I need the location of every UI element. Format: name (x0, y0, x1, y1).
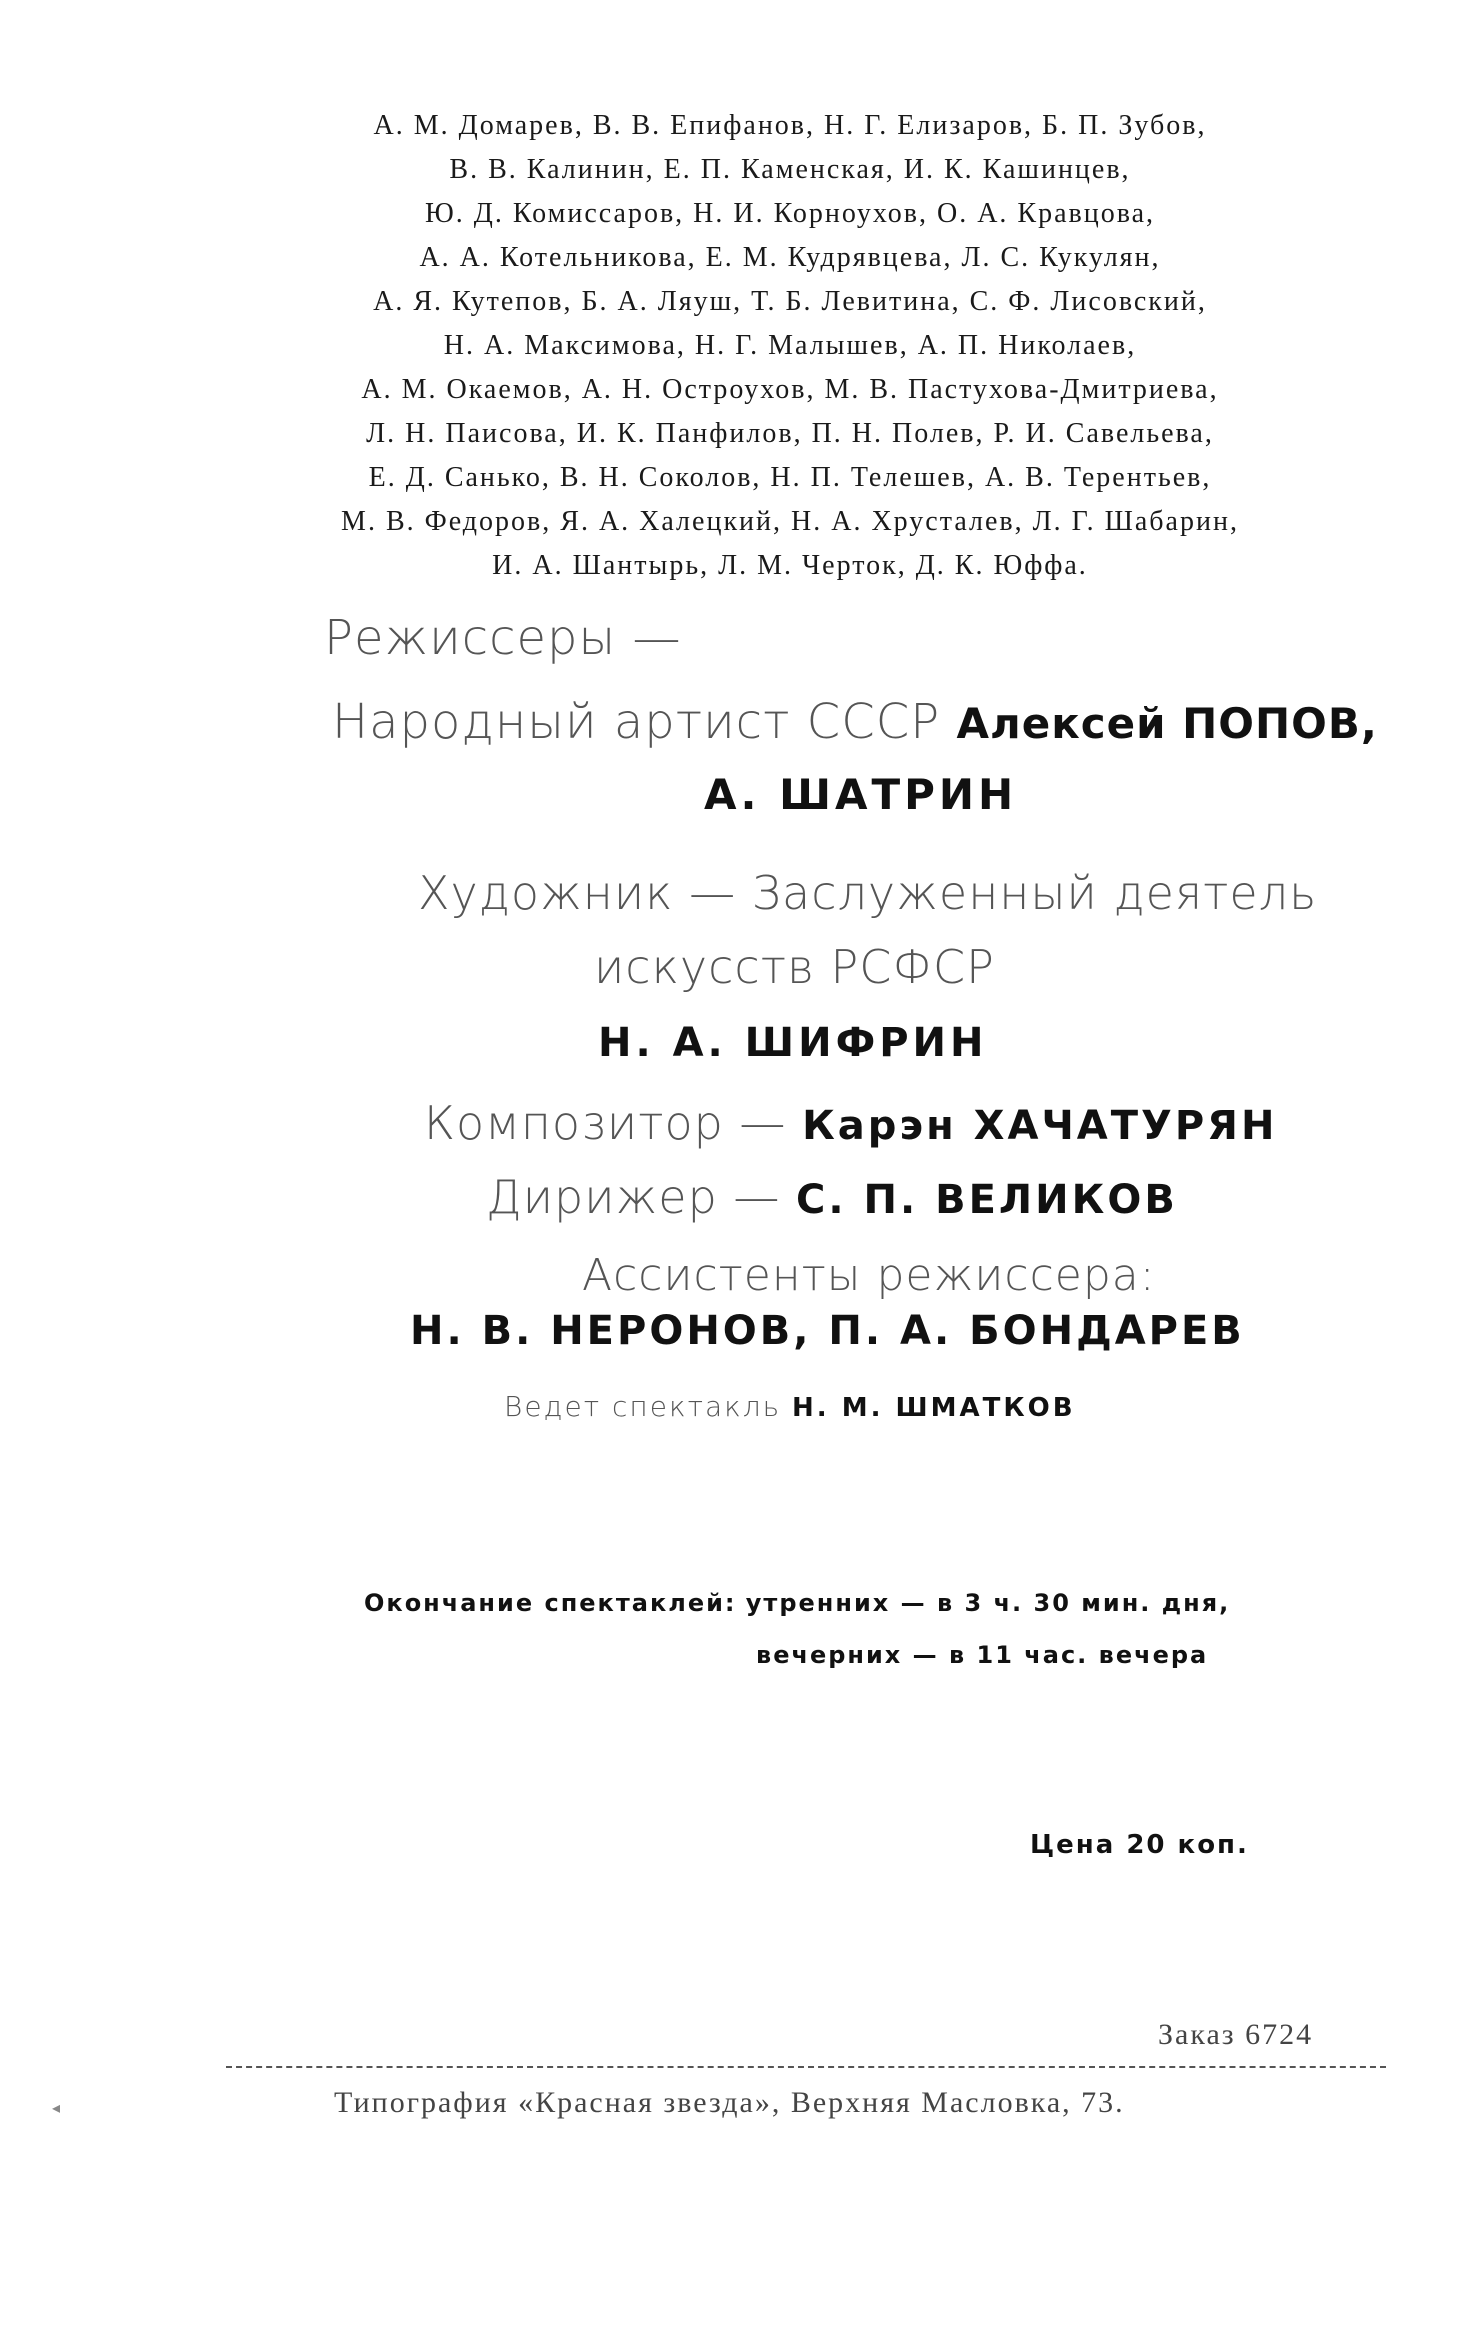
divider-rule (226, 2066, 1386, 2068)
directors-label: Режиссеры — (324, 610, 682, 666)
ending-evening: вечерних — в 11 час. вечера (756, 1641, 1209, 1669)
cast-list (200, 104, 1380, 588)
artist-name: Н. А. ШИФРИН (598, 1020, 988, 1066)
cast-line: Н. А. Максимова, Н. Г. Малышев, А. П. Николаев, (443, 330, 1137, 361)
cast-line: А. М. Домарев, В. В. Епифанов, Н. Г. Елизаров, Б. П. Зубов, (373, 110, 1207, 141)
composer-label: Композитор — (424, 1096, 787, 1150)
director-name-shatrin: А. ШАТРИН (704, 770, 1018, 819)
cast-line: А. М. Окаемов, А. Н. Остроухов, М. В. Пастухова-Дмитриева, (361, 374, 1219, 405)
stage-manager-line (504, 1390, 1076, 1423)
cast-line: Е. Д. Санько, В. Н. Соколов, Н. П. Телешев, А. В. Терентьев, (368, 462, 1212, 493)
artist-title-line-2: искусств РСФСР (594, 940, 995, 994)
order-number: Заказ 6724 (1158, 2018, 1314, 2051)
assistants-label: Ассистенты режиссера: (582, 1250, 1156, 1301)
stage-manager-label: Ведет спектакль (504, 1390, 782, 1423)
cast-line: В. В. Калинин, Е. П. Каменская, И. К. Кашинцев, (449, 154, 1131, 185)
composer-line (424, 1096, 1277, 1150)
artist-title-line-1: Художник — Заслуженный деятель (418, 866, 1318, 920)
conductor-label: Дирижер — (486, 1170, 781, 1224)
directors-title: Народный артист СССР (332, 694, 941, 750)
cast-line: М. В. Федоров, Я. А. Халецкий, Н. А. Хрусталев, Л. Г. Шабарин, (341, 506, 1239, 537)
ending-evening-line (756, 1640, 1208, 1670)
conductor-name: С. П. ВЕЛИКОВ (796, 1177, 1178, 1223)
cast-line: Ю. Д. Комиссаров, Н. И. Корноухов, О. А. Кравцова, (425, 198, 1155, 229)
composer-name: Карэн ХАЧАТУРЯН (802, 1103, 1278, 1149)
directors-line-1 (332, 694, 1378, 750)
price: Цена 20 коп. (1030, 1830, 1249, 1860)
conductor-line (486, 1170, 1178, 1224)
ending-label: Окончание спектаклей: (364, 1589, 737, 1617)
assistants-names: Н. В. НЕРОНОВ, П. А. БОНДАРЕВ (410, 1308, 1245, 1354)
cast-line: Л. Н. Паисова, И. К. Панфилов, П. Н. Полев, Р. И. Савельева, (366, 418, 1214, 449)
ending-morning-line (364, 1588, 1230, 1618)
cast-line: А. Я. Кутепов, Б. А. Ляуш, Т. Б. Левитина, С. Ф. Лисовский, (373, 286, 1207, 317)
printer-imprint: Типография «Красная звезда», Верхняя Масловка, 73. (334, 2086, 1125, 2119)
margin-mark-icon: ◂ (52, 2098, 61, 2117)
cast-line: И. А. Шантырь, Л. М. Черток, Д. К. Юффа. (492, 550, 1088, 581)
director-name-popov: Алексей ПОПОВ, (956, 699, 1378, 748)
ending-morning: утренних — в 3 ч. 30 мин. дня, (745, 1589, 1231, 1617)
stage-manager-name: Н. М. ШМАТКОВ (792, 1393, 1076, 1423)
cast-line: А. А. Котельникова, Е. М. Кудрявцева, Л. С. Кукулян, (419, 242, 1161, 273)
